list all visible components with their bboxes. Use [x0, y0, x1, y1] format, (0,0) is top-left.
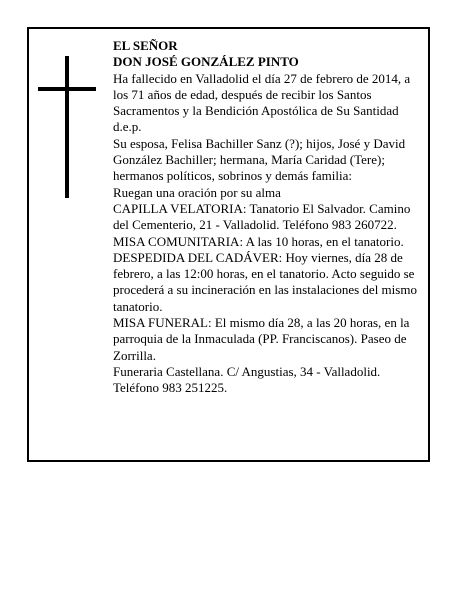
notice-title-line1: EL SEÑOR [113, 38, 178, 53]
notice-paragraph-community-mass: MISA COMUNITARIA: A las 10 horas, en el tanatorio. [113, 233, 404, 249]
notice-paragraph-farewell: DESPEDIDA DEL CADÁVER: Hoy viernes, día 28 de febrero, a las 12:00 horas, en el tanatorio. Acto seguido se procederá a su incineración en las instalaciones del mismo tanatorio. [113, 249, 417, 314]
notice-body [113, 38, 425, 397]
notice-paragraph-funeral-mass: MISA FUNERAL: El mismo día 28, a las 20 horas, en la parroquia de la Inmaculada (PP. Franciscanos). Paseo de Zorrilla. [113, 315, 410, 363]
notice-paragraph-death: Ha fallecido en Valladolid el día 27 de febrero de 2014, a los 71 años de edad, después de recibir los Santos Sacramentos y la Bendición Apostólica de Su Santidad d.e.p. [113, 70, 411, 135]
notice-paragraph-prayer: Ruegan una oración por su alma [113, 184, 281, 200]
notice-paragraph-family: Su esposa, Felisa Bachiller Sanz (?); hijos, José y David González Bachiller; hermana, María Caridad (Tere); hermanos políticos, sobrinos y demás familia: [113, 135, 406, 184]
deceased-name: DON JOSÉ GONZÁLEZ PINTO [113, 54, 299, 70]
notice-paragraph-chapel: CAPILLA VELATORIA: Tanatorio El Salvador. Camino del Cementerio, 21 - Valladolid. Teléfono 983 260722. [113, 200, 411, 233]
cross-vertical-bar [65, 56, 69, 198]
cross-icon [38, 56, 96, 198]
notice-paragraph-funeral-home: Funeraria Castellana. C/ Angustias, 34 - Valladolid. Teléfono 983 251225. [113, 363, 381, 396]
cross-horizontal-bar [38, 87, 96, 91]
